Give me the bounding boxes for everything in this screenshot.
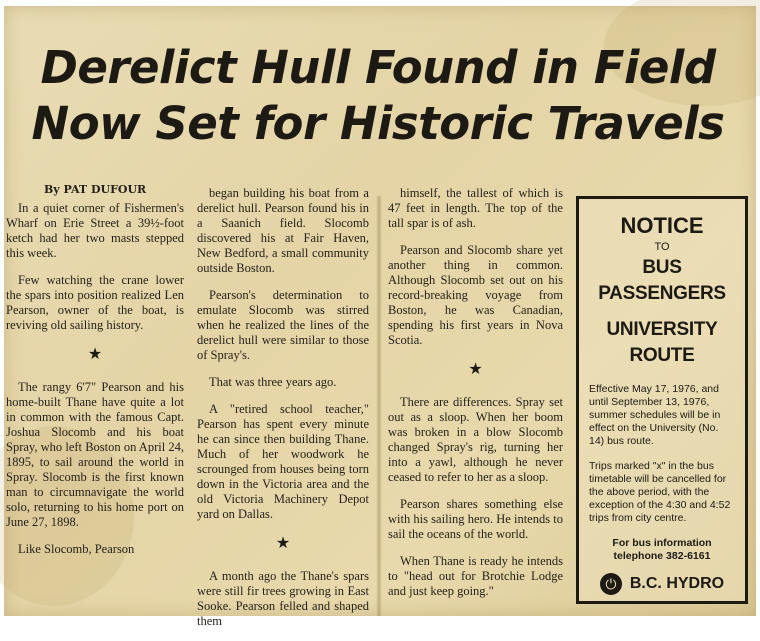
paragraph: The rangy 6'7" Pearson and his home-built Thane have quite a lot in common with the famous Capt. Joshua Slocomb and his boat Spray, who left Boston on April 24, 1895, to sail around the world in Spray. Slocomb is the first known man to circumnavigate the world solo, returning to his home port on June 27, 1898. xyxy=(6,380,184,529)
article-column-1 xyxy=(6,201,184,569)
notice-title: NOTICE xyxy=(620,213,704,238)
star-separator: ★ xyxy=(275,535,291,552)
headline-line-2: Now Set for Historic Travels xyxy=(31,97,725,150)
notice-info-label: For bus information xyxy=(612,537,712,549)
paragraph: Like Slocomb, Pearson xyxy=(18,542,135,556)
headline xyxy=(18,40,738,152)
notice-body-schedule: Effective May 17, 1976, and until September 13, 1976, summer schedules will be in effect on the University (No. 14) bus route. xyxy=(589,383,721,447)
paragraph: That was three years ago. xyxy=(209,375,337,389)
notice-body-cancellations: Trips marked "x" in the bus timetable will be cancelled for the above period, with the exception of the 4:30 and 4:52 trips from city centre. xyxy=(589,460,731,524)
notice-route-line-1: UNIVERSITY xyxy=(606,319,718,340)
paragraph: Pearson shares something else with his sailing hero. He intends to sail the oceans of the world. xyxy=(388,497,563,541)
paragraph: began building his boat from a derelict hull. Pearson found his in a Saanich field. Slocomb discovered his at Fair Haven, New Bedford, a small community outside Boston. xyxy=(197,186,369,275)
paragraph: When Thane is ready he intends to "head out for Brotchie Lodge and just keep going." xyxy=(388,554,563,598)
paragraph: In a quiet corner of Fishermen's Wharf on Erie Street a 39½-foot ketch had her two masts stepped this week. xyxy=(6,201,184,260)
byline: By PAT DUFOUR xyxy=(44,183,147,196)
paragraph: Pearson and Slocomb share yet another thing in common. Although Slocomb set out on his record-breaking voyage from Boston, he was Canadian, spending his first years in Nova Scotia. xyxy=(388,243,563,347)
notice-route-line-2: ROUTE xyxy=(629,345,695,366)
paragraph: Pearson's determination to emulate Slocomb was stirred when he realized the lines of the derelict hull were similar to those of Spray's. xyxy=(197,288,369,362)
notice-contact xyxy=(589,537,735,563)
star-separator: ★ xyxy=(87,346,103,363)
hydro-logo-icon: ⏻ xyxy=(600,573,622,595)
notice-to: TO xyxy=(654,241,670,253)
paragraph: There are differences. Spray set out as a sloop. When her boom was broken in a blow Slocomb changed Spray's rig, turning her into a yawl, although he never ceased to refer to her as a sloop. xyxy=(388,395,563,484)
bus-notice-ad xyxy=(576,196,748,604)
paper-fold xyxy=(376,196,382,616)
paragraph: himself, the tallest of which is 47 feet in length. The top of the tall spar is of ash. xyxy=(388,186,563,230)
notice-audience: BUS PASSENGERS xyxy=(598,257,726,304)
hydro-logo-text: B.C. HYDRO xyxy=(629,575,725,592)
notice-phone: telephone 382-6161 xyxy=(613,550,711,562)
article-column-2 xyxy=(197,186,369,641)
bc-hydro-logo xyxy=(589,573,735,595)
paragraph: Few watching the crane lower the spars into position realized Len Pearson, owner of the boat, is reviving old sailing history. xyxy=(6,273,184,332)
article-column-3 xyxy=(388,186,563,611)
headline-line-1: Derelict Hull Found in Field xyxy=(40,41,716,94)
paragraph: A "retired school teacher," Pearson has spent every minute he can since then building Thane. Much of her woodwork he scrounged from houses being torn down in the Victoria area and the old Victoria Machinery Depot yard on Dallas. xyxy=(197,402,369,521)
paragraph: A month ago the Thane's spars were still fir trees growing in East Sooke. Pearson felled and shaped them xyxy=(197,569,369,628)
star-separator: ★ xyxy=(468,361,483,378)
